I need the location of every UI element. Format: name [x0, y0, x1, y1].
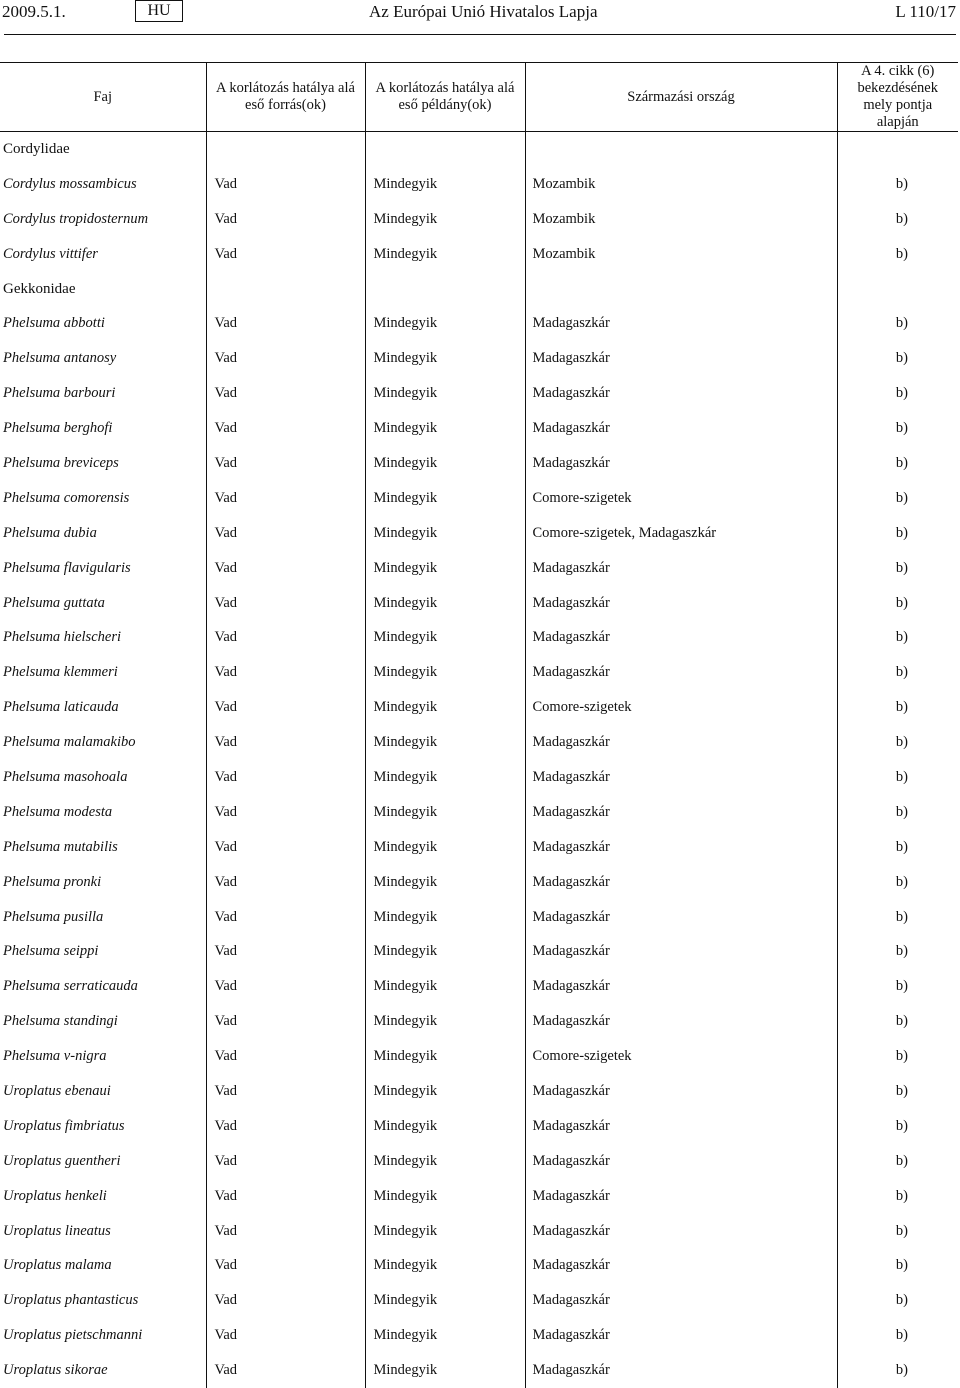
specimen-value: Mindegyik	[365, 202, 525, 237]
table-row	[0, 795, 958, 830]
origin-country: Madagaszkár	[525, 1249, 837, 1284]
origin-country: Comore-szigetek	[525, 1039, 837, 1074]
family-row	[0, 132, 958, 167]
origin-country: Madagaszkár	[525, 376, 837, 411]
origin-country: Madagaszkár	[525, 1318, 837, 1353]
source-value: Vad	[206, 341, 365, 376]
empty-cell	[206, 272, 365, 307]
table-row	[0, 725, 958, 760]
empty-cell	[525, 132, 837, 167]
paragraph-point: b)	[837, 1074, 958, 1109]
paragraph-point: b)	[837, 1318, 958, 1353]
source-value: Vad	[206, 1353, 365, 1388]
column-header-source: A korlátozás hatálya alá eső forrás(ok)	[206, 63, 365, 132]
species-name: Cordylus mossambicus	[0, 167, 206, 202]
specimen-value: Mindegyik	[365, 830, 525, 865]
column-header-paragraph: A 4. cikk (6) bekezdésének mely pontja alapján	[837, 63, 958, 132]
specimen-value: Mindegyik	[365, 1318, 525, 1353]
source-value: Vad	[206, 237, 365, 272]
origin-country: Madagaszkár	[525, 760, 837, 795]
source-value: Vad	[206, 1004, 365, 1039]
species-name: Phelsuma comorensis	[0, 481, 206, 516]
species-name: Uroplatus malama	[0, 1249, 206, 1284]
species-name: Uroplatus ebenaui	[0, 1074, 206, 1109]
source-value: Vad	[206, 725, 365, 760]
specimen-value: Mindegyik	[365, 1249, 525, 1284]
table-row	[0, 969, 958, 1004]
table-row	[0, 1109, 958, 1144]
species-name: Phelsuma breviceps	[0, 446, 206, 481]
specimen-value: Mindegyik	[365, 725, 525, 760]
source-value: Vad	[206, 690, 365, 725]
species-name: Phelsuma antanosy	[0, 341, 206, 376]
species-name: Phelsuma guttata	[0, 586, 206, 621]
table-row	[0, 760, 958, 795]
paragraph-point: b)	[837, 1249, 958, 1284]
source-value: Vad	[206, 481, 365, 516]
source-value: Vad	[206, 865, 365, 900]
journal-title: Az Európai Unió Hivatalos Lapja	[369, 2, 598, 22]
empty-cell	[525, 272, 837, 307]
language-badge: HU	[135, 0, 183, 22]
paragraph-point: b)	[837, 237, 958, 272]
origin-country: Madagaszkár	[525, 969, 837, 1004]
origin-country: Madagaszkár	[525, 830, 837, 865]
source-value: Vad	[206, 1318, 365, 1353]
paragraph-point: b)	[837, 969, 958, 1004]
source-value: Vad	[206, 516, 365, 551]
species-name: Uroplatus pietschmanni	[0, 1318, 206, 1353]
table-header-row	[0, 63, 958, 132]
origin-country: Madagaszkár	[525, 1179, 837, 1214]
origin-country: Madagaszkár	[525, 1283, 837, 1318]
table-row	[0, 865, 958, 900]
origin-country: Mozambik	[525, 237, 837, 272]
table-row	[0, 237, 958, 272]
specimen-value: Mindegyik	[365, 411, 525, 446]
species-name: Phelsuma abbotti	[0, 306, 206, 341]
source-value: Vad	[206, 1144, 365, 1179]
empty-cell	[837, 272, 958, 307]
paragraph-point: b)	[837, 551, 958, 586]
table-row	[0, 1004, 958, 1039]
species-name: Phelsuma pusilla	[0, 900, 206, 935]
species-name: Phelsuma laticauda	[0, 690, 206, 725]
page-number: L 110/17	[895, 2, 956, 22]
origin-country: Comore-szigetek, Madagaszkár	[525, 516, 837, 551]
table-row	[0, 1353, 958, 1388]
specimen-value: Mindegyik	[365, 690, 525, 725]
paragraph-point: b)	[837, 690, 958, 725]
source-value: Vad	[206, 1283, 365, 1318]
origin-country: Madagaszkár	[525, 551, 837, 586]
source-value: Vad	[206, 1249, 365, 1284]
paragraph-point: b)	[837, 586, 958, 621]
origin-country: Madagaszkár	[525, 934, 837, 969]
source-value: Vad	[206, 620, 365, 655]
table-row	[0, 586, 958, 621]
origin-country: Mozambik	[525, 202, 837, 237]
origin-country: Madagaszkár	[525, 1144, 837, 1179]
table-row	[0, 1144, 958, 1179]
table-row	[0, 446, 958, 481]
species-name: Uroplatus fimbriatus	[0, 1109, 206, 1144]
source-value: Vad	[206, 934, 365, 969]
empty-cell	[206, 132, 365, 167]
origin-country: Madagaszkár	[525, 446, 837, 481]
paragraph-point: b)	[837, 446, 958, 481]
origin-country: Madagaszkár	[525, 1109, 837, 1144]
species-name: Phelsuma modesta	[0, 795, 206, 830]
specimen-value: Mindegyik	[365, 376, 525, 411]
source-value: Vad	[206, 551, 365, 586]
paragraph-point: b)	[837, 795, 958, 830]
origin-country: Madagaszkár	[525, 865, 837, 900]
specimen-value: Mindegyik	[365, 1353, 525, 1388]
specimen-value: Mindegyik	[365, 481, 525, 516]
source-value: Vad	[206, 1039, 365, 1074]
table-row	[0, 167, 958, 202]
source-value: Vad	[206, 1074, 365, 1109]
page-header	[0, 0, 960, 24]
specimen-value: Mindegyik	[365, 446, 525, 481]
species-name: Uroplatus lineatus	[0, 1214, 206, 1249]
family-row	[0, 272, 958, 307]
specimen-value: Mindegyik	[365, 1214, 525, 1249]
table-body	[0, 132, 958, 1388]
origin-country: Madagaszkár	[525, 411, 837, 446]
source-value: Vad	[206, 446, 365, 481]
specimen-value: Mindegyik	[365, 865, 525, 900]
origin-country: Madagaszkár	[525, 725, 837, 760]
origin-country: Madagaszkár	[525, 655, 837, 690]
species-name: Phelsuma masohoala	[0, 760, 206, 795]
specimen-value: Mindegyik	[365, 237, 525, 272]
source-value: Vad	[206, 900, 365, 935]
source-value: Vad	[206, 586, 365, 621]
table-row	[0, 1318, 958, 1353]
origin-country: Madagaszkár	[525, 900, 837, 935]
paragraph-point: b)	[837, 900, 958, 935]
species-name: Phelsuma dubia	[0, 516, 206, 551]
specimen-value: Mindegyik	[365, 1109, 525, 1144]
specimen-value: Mindegyik	[365, 969, 525, 1004]
empty-cell	[365, 132, 525, 167]
table-row	[0, 481, 958, 516]
specimen-value: Mindegyik	[365, 586, 525, 621]
species-name: Phelsuma barbouri	[0, 376, 206, 411]
species-table	[0, 62, 958, 1388]
origin-country: Madagaszkár	[525, 341, 837, 376]
paragraph-point: b)	[837, 376, 958, 411]
species-name: Phelsuma klemmeri	[0, 655, 206, 690]
species-name: Phelsuma seippi	[0, 934, 206, 969]
species-name: Uroplatus henkeli	[0, 1179, 206, 1214]
paragraph-point: b)	[837, 1283, 958, 1318]
table-row	[0, 1039, 958, 1074]
family-name: Cordylidae	[0, 132, 206, 167]
specimen-value: Mindegyik	[365, 795, 525, 830]
table-row	[0, 900, 958, 935]
specimen-value: Mindegyik	[365, 1179, 525, 1214]
species-name: Phelsuma standingi	[0, 1004, 206, 1039]
empty-cell	[837, 132, 958, 167]
source-value: Vad	[206, 969, 365, 1004]
paragraph-point: b)	[837, 1179, 958, 1214]
paragraph-point: b)	[837, 865, 958, 900]
paragraph-point: b)	[837, 1004, 958, 1039]
species-name: Phelsuma hielscheri	[0, 620, 206, 655]
publication-date: 2009.5.1.	[2, 2, 66, 22]
source-value: Vad	[206, 1214, 365, 1249]
paragraph-point: b)	[837, 620, 958, 655]
table-row	[0, 934, 958, 969]
specimen-value: Mindegyik	[365, 1283, 525, 1318]
table-row	[0, 551, 958, 586]
species-name: Phelsuma serraticauda	[0, 969, 206, 1004]
source-value: Vad	[206, 376, 365, 411]
source-value: Vad	[206, 306, 365, 341]
header-divider	[4, 34, 956, 35]
table-row	[0, 1074, 958, 1109]
table-row	[0, 655, 958, 690]
origin-country: Comore-szigetek	[525, 481, 837, 516]
paragraph-point: b)	[837, 1039, 958, 1074]
specimen-value: Mindegyik	[365, 620, 525, 655]
column-header-country: Származási ország	[525, 63, 837, 132]
family-name: Gekkonidae	[0, 272, 206, 307]
specimen-value: Mindegyik	[365, 306, 525, 341]
table-row	[0, 690, 958, 725]
source-value: Vad	[206, 795, 365, 830]
source-value: Vad	[206, 760, 365, 795]
table-row	[0, 830, 958, 865]
table-row	[0, 516, 958, 551]
paragraph-point: b)	[837, 760, 958, 795]
origin-country: Madagaszkár	[525, 306, 837, 341]
paragraph-point: b)	[837, 1353, 958, 1388]
table-row	[0, 1214, 958, 1249]
table-row	[0, 376, 958, 411]
column-header-species: Faj	[0, 63, 206, 132]
origin-country: Madagaszkár	[525, 586, 837, 621]
origin-country: Comore-szigetek	[525, 690, 837, 725]
origin-country: Madagaszkár	[525, 1353, 837, 1388]
paragraph-point: b)	[837, 481, 958, 516]
column-header-specimen: A korlátozás hatálya alá eső példány(ok)	[365, 63, 525, 132]
specimen-value: Mindegyik	[365, 551, 525, 586]
paragraph-point: b)	[837, 725, 958, 760]
specimen-value: Mindegyik	[365, 760, 525, 795]
table-row	[0, 411, 958, 446]
paragraph-point: b)	[837, 1214, 958, 1249]
species-name: Phelsuma malamakibo	[0, 725, 206, 760]
species-name: Phelsuma pronki	[0, 865, 206, 900]
specimen-value: Mindegyik	[365, 900, 525, 935]
specimen-value: Mindegyik	[365, 934, 525, 969]
source-value: Vad	[206, 830, 365, 865]
species-name: Phelsuma mutabilis	[0, 830, 206, 865]
specimen-value: Mindegyik	[365, 341, 525, 376]
paragraph-point: b)	[837, 341, 958, 376]
species-name: Uroplatus sikorae	[0, 1353, 206, 1388]
table-row	[0, 1283, 958, 1318]
specimen-value: Mindegyik	[365, 1004, 525, 1039]
species-name: Cordylus tropidosternum	[0, 202, 206, 237]
source-value: Vad	[206, 167, 365, 202]
source-value: Vad	[206, 202, 365, 237]
origin-country: Madagaszkár	[525, 1074, 837, 1109]
table-row	[0, 341, 958, 376]
paragraph-point: b)	[837, 202, 958, 237]
paragraph-point: b)	[837, 934, 958, 969]
table-row	[0, 620, 958, 655]
origin-country: Madagaszkár	[525, 620, 837, 655]
species-name: Phelsuma v-nigra	[0, 1039, 206, 1074]
species-name: Uroplatus guentheri	[0, 1144, 206, 1179]
species-name: Phelsuma berghofi	[0, 411, 206, 446]
specimen-value: Mindegyik	[365, 167, 525, 202]
paragraph-point: b)	[837, 830, 958, 865]
specimen-value: Mindegyik	[365, 1074, 525, 1109]
source-value: Vad	[206, 411, 365, 446]
empty-cell	[365, 272, 525, 307]
specimen-value: Mindegyik	[365, 1144, 525, 1179]
origin-country: Madagaszkár	[525, 1214, 837, 1249]
paragraph-point: b)	[837, 1144, 958, 1179]
species-name: Phelsuma flavigularis	[0, 551, 206, 586]
table-row	[0, 1249, 958, 1284]
specimen-value: Mindegyik	[365, 655, 525, 690]
specimen-value: Mindegyik	[365, 516, 525, 551]
source-value: Vad	[206, 1109, 365, 1144]
table-row	[0, 1179, 958, 1214]
source-value: Vad	[206, 1179, 365, 1214]
origin-country: Mozambik	[525, 167, 837, 202]
specimen-value: Mindegyik	[365, 1039, 525, 1074]
table-row	[0, 202, 958, 237]
paragraph-point: b)	[837, 306, 958, 341]
source-value: Vad	[206, 655, 365, 690]
paragraph-point: b)	[837, 516, 958, 551]
species-name: Uroplatus phantasticus	[0, 1283, 206, 1318]
origin-country: Madagaszkár	[525, 1004, 837, 1039]
species-name: Cordylus vittifer	[0, 237, 206, 272]
paragraph-point: b)	[837, 167, 958, 202]
table-row	[0, 306, 958, 341]
paragraph-point: b)	[837, 655, 958, 690]
paragraph-point: b)	[837, 411, 958, 446]
paragraph-point: b)	[837, 1109, 958, 1144]
origin-country: Madagaszkár	[525, 795, 837, 830]
